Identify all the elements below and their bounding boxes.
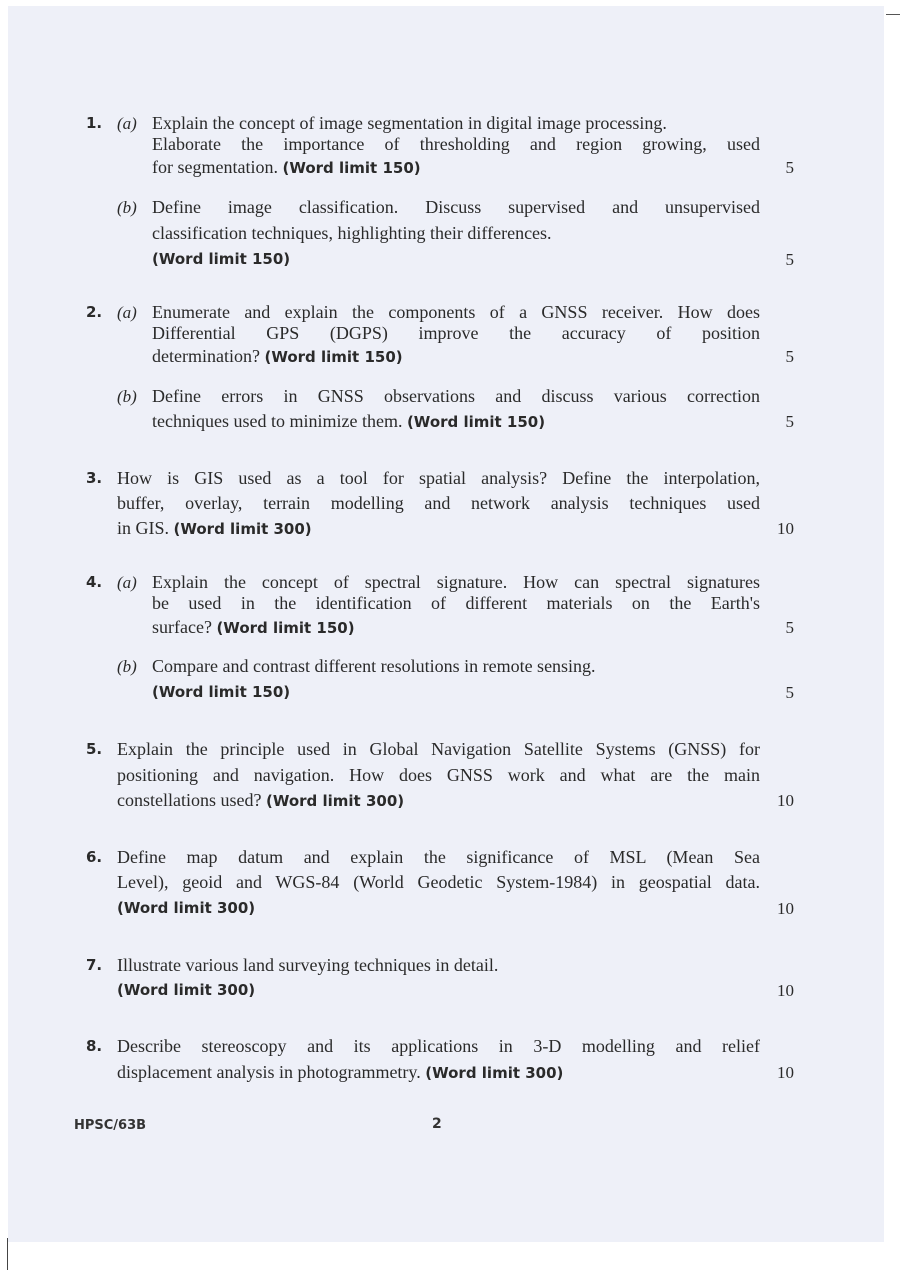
question-number: 6.	[86, 848, 103, 866]
question-number: 3.	[86, 469, 103, 487]
question-number: 4.	[86, 573, 103, 591]
question-text-line: Define map datum and explain the significance of MSL (Mean Sea	[117, 847, 760, 867]
question-text-line: constellations used?	[117, 790, 262, 810]
part-label: (b)	[117, 198, 137, 217]
part-label: (a)	[117, 114, 137, 133]
part-label: (b)	[117, 387, 137, 406]
question-text-line: Illustrate various land surveying techniques in detail.	[117, 955, 499, 975]
marks: 5	[785, 158, 794, 177]
part-label: (a)	[117, 573, 137, 592]
question-text-line: positioning and navigation. How does GNSS work and what are the main	[117, 765, 760, 785]
marks: 5	[785, 412, 794, 431]
part-label: (b)	[117, 657, 137, 676]
question-text-line: Define image classification. Discuss supervised and unsupervised	[152, 197, 760, 217]
question-number: 1.	[86, 114, 103, 132]
question-text-line: Enumerate and explain the components of a GNSS receiver. How does	[152, 302, 760, 322]
question-text-line: surface?	[152, 617, 212, 637]
question-text-line: Explain the principle used in Global Navigation Satellite Systems (GNSS) for	[117, 739, 760, 759]
edge-mark	[886, 14, 900, 15]
question-text-line: classification techniques, highlighting their differences.	[152, 223, 552, 243]
word-limit: (Word limit 150)	[282, 159, 421, 177]
word-limit: (Word limit 150)	[216, 619, 355, 637]
question-text-line: Explain the concept of spectral signature. How can spectral signatures	[152, 572, 760, 592]
marks: 10	[777, 519, 794, 538]
word-limit: (Word limit 150)	[406, 413, 546, 431]
word-limit: (Word limit 300)	[425, 1064, 564, 1082]
question-text-line: Differential GPS (DGPS) improve the accuracy of position	[152, 323, 760, 343]
question-text-line: Elaborate the importance of thresholding and region growing, used	[152, 134, 760, 154]
question-text-line: Compare and contrast different resolutions in remote sensing.	[152, 656, 596, 676]
word-limit: (Word limit 150)	[264, 348, 403, 366]
question-text-line: buffer, overlay, terrain modelling and network analysis techniques used	[117, 493, 760, 513]
page-number: 2	[432, 1116, 442, 1132]
question-text-line: Explain the concept of image segmentation in digital image processing.	[152, 113, 667, 133]
question-number: 7.	[86, 956, 103, 974]
question-text-line: be used in the identification of different materials on the Earth's	[152, 593, 760, 613]
marks: 5	[785, 683, 794, 702]
word-limit: (Word limit 300)	[173, 520, 312, 538]
question-number: 2.	[86, 303, 103, 321]
question-number: 8.	[86, 1037, 103, 1055]
question-text-line: for segmentation.	[152, 157, 278, 177]
marks: 10	[777, 791, 794, 810]
question-text-line: Describe stereoscopy and its applications in 3-D modelling and relief	[117, 1036, 760, 1056]
marks: 10	[777, 899, 794, 918]
question-text-line: How is GIS used as a tool for spatial analysis? Define the interpolation,	[117, 468, 760, 488]
question-text-line: displacement analysis in photogrammetry.	[117, 1062, 421, 1082]
paper-code: HPSC/63B	[74, 1118, 147, 1133]
question-number: 5.	[86, 740, 103, 758]
marks: 5	[785, 618, 794, 637]
question-text-line: techniques used to minimize them.	[152, 411, 403, 431]
question-text-line: in GIS.	[117, 518, 170, 538]
question-text-line: determination?	[152, 346, 260, 366]
word-limit: (Word limit 300)	[265, 792, 405, 810]
question-text-line: Define errors in GNSS observations and discuss various correction	[152, 386, 760, 406]
marks: 10	[777, 981, 794, 1000]
part-label: (a)	[117, 303, 137, 322]
word-limit: (Word limit 150)	[152, 250, 291, 268]
edge-mark	[7, 1238, 8, 1270]
question-text-line: Level), geoid and WGS-84 (World Geodetic System-1984) in geospatial data.	[117, 872, 760, 892]
marks: 5	[785, 347, 794, 366]
marks: 10	[777, 1063, 794, 1082]
word-limit: (Word limit 300)	[117, 899, 256, 917]
word-limit: (Word limit 300)	[117, 981, 256, 999]
marks: 5	[785, 250, 794, 269]
word-limit: (Word limit 150)	[152, 683, 291, 701]
